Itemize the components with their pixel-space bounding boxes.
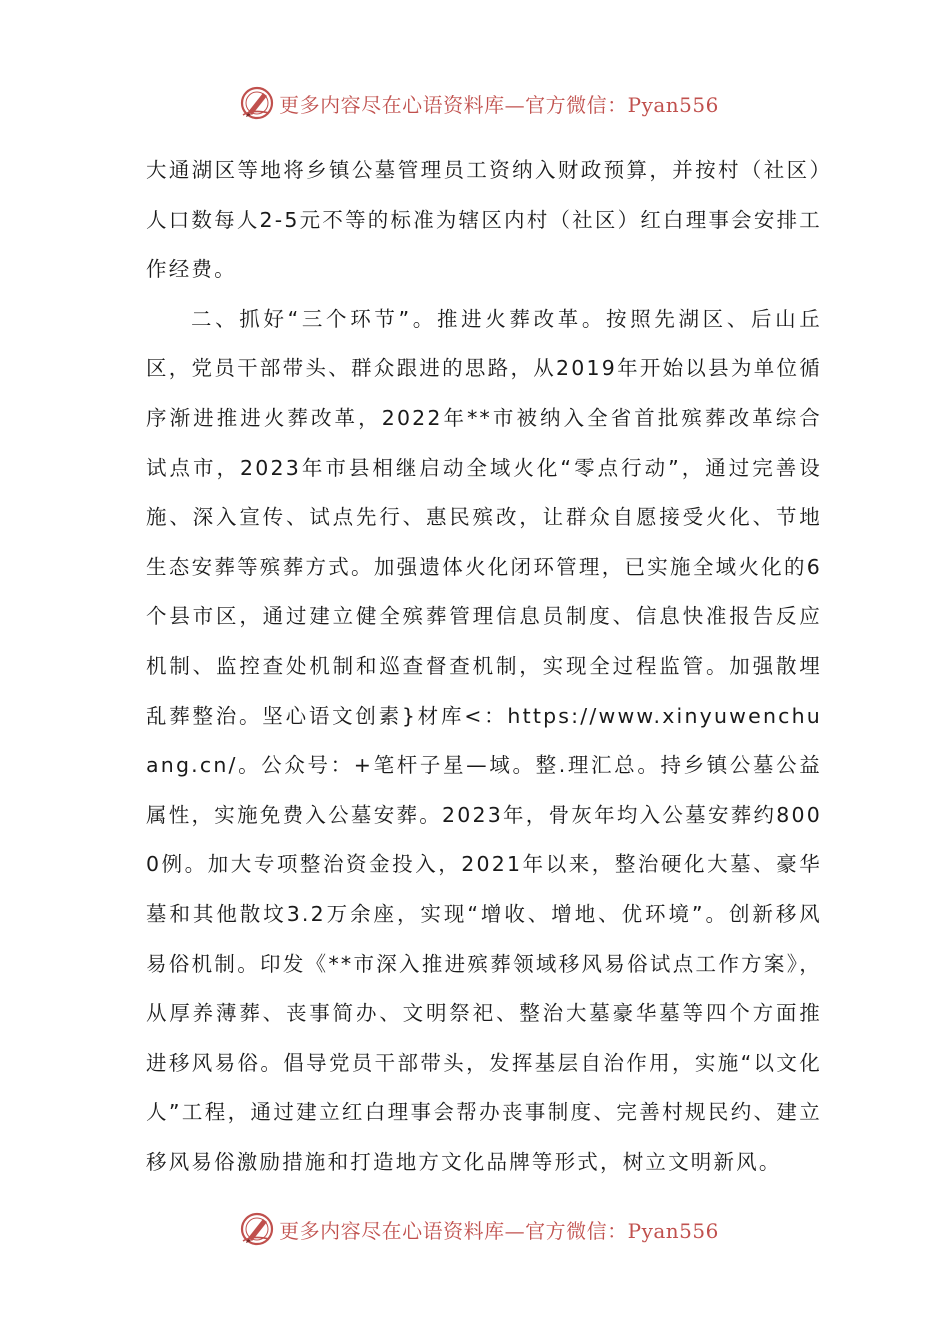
pen-logo-icon [239, 1211, 275, 1247]
footer-banner [0, 1207, 950, 1251]
footer-banner-inner [239, 1211, 719, 1247]
header-banner-inner [239, 85, 719, 121]
paragraph-2: 二、抓好“三个环节”。推进火葬改革。按照先湖区、后山丘区，党员干部带头、群众跟进的思路，从2019年开始以县为单位循序渐进推进火葬改革，2022年**市被纳入全省首批殡葬改革综合试点市，2023年市县相继启动全域火化“零点行动”，通过完善设施、深入宣传、试点先行、惠民殡改，让群众自愿接受火化、节地生态安葬等殡葬方式。加强遗体火化闭环管理，已实施全域火化的6个县市区，通过建立健全殡葬管理信息员制度、信息快准报告反应机制、监控查处机制和巡查督查机制，实现全过程监管。加强散埋乱葬整治。坚心语文创素}材库<：https://www.xinyuwenchuang.cn/。公众号：+笔杆子星—域。整.理汇总。持乡镇公墓公益属性，实施免费入公墓安葬。2023年，骨灰年均入公墓安葬约8000例。加大专项整治资金投入，2021年以来，整治硬化大墓、豪华墓和其他散坟3.2万余座，实现“增收、增地、优环境”。创新移风易俗机制。印发《**市深入推进殡葬领域移风易俗试点工作方案》，从厚养薄葬、丧事简办、文明祭祀、整治大墓豪华墓等四个方面推进移风易俗。倡导党员干部带头，发挥基层自治作用，实施“以文化人”工程，通过建立红白理事会帮办丧事制度、完善村规民约、建立移风易俗激励措施和打造地方文化品牌等形式，树立文明新风。 [146, 306, 822, 1174]
paragraph-1: 大通湖区等地将乡镇公墓管理员工资纳入财政预算，并按村（社区）人口数每人2-5元不等的标准为辖区内村（社区）红白理事会安排工作经费。 [146, 158, 822, 282]
header-banner [0, 81, 950, 125]
pen-logo-icon [239, 85, 275, 121]
header-banner-text: 更多内容尽在心语资料库—官方微信：Pyan556 [279, 92, 719, 117]
footer-banner-text: 更多内容尽在心语资料库—官方微信：Pyan556 [279, 1218, 719, 1243]
document-body [146, 146, 822, 1187]
